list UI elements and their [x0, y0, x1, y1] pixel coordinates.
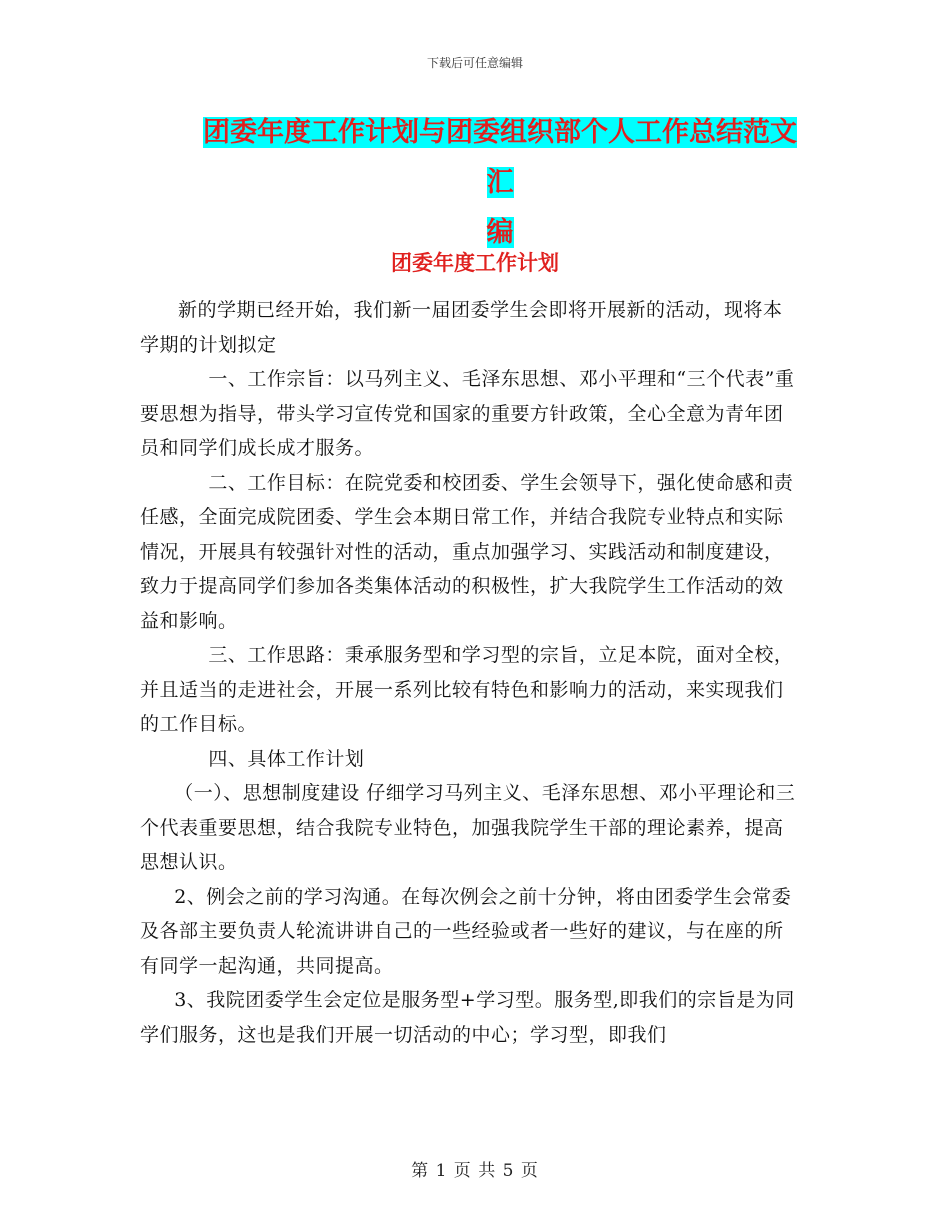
document-body [140, 293, 800, 1052]
paragraph-plan-2: 2、例会之前的学习沟通。在每次例会之前十分钟，将由团委学生会常委及各部主要负责人轮流讲讲自己的一些经验或者一些好的建议，与在座的所有同学一起沟通，共同提高。 [140, 885, 792, 977]
document-title [190, 108, 810, 258]
paragraph-goals: 二、工作目标：在院党委和校团委、学生会领导下，强化使命感和责任感，全面完成院团委、学生会本期日常工作，并结合我院专业特点和实际情况，开展具有较强针对性的活动，重点加强学习、实践活动和制度建设，致力于提高同学们参加各类集体活动的积极性，扩大我院学生工作活动的效益和影响。 [140, 471, 794, 632]
title-line-1: 团委年度工作计划与团委组织部个人工作总结范文汇 [203, 117, 797, 198]
paragraph-purpose: 一、工作宗旨：以马列主义、毛泽东思想、邓小平理和“三个代表”重要思想为指导，带头学习宣传党和国家的重要方针政策，全心全意为青年团员和同学们成长成才服务。 [140, 368, 795, 459]
paragraph-plan-3: 3、我院团委学生会定位是服务型+学习型。服务型,即我们的宗旨是为同学们服务，这也是我们开展一切活动的中心；学习型，即我们 [140, 989, 795, 1046]
section-title: 团委年度工作计划 [391, 251, 559, 275]
paragraph-approach: 三、工作思路：秉承服务型和学习型的宗旨，立足本院，面对全校，并且适当的走进社会，开展一系列比较有特色和影响力的活动，来实现我们的工作目标。 [140, 644, 794, 735]
paragraph-plan-1: （一）、思想制度建设 仔细学习马列主义、毛泽东思想、邓小平理论和三个代表重要思想，结合我院专业特色，加强我院学生干部的理论素养，提高思想认识。 [140, 782, 796, 873]
paragraph-plan-heading: 四、具体工作计划 [208, 747, 365, 770]
title-line-2: 编 [486, 217, 514, 248]
page-footer: 第 1 页 共 5 页 [411, 1161, 539, 1181]
header-note: 下载后可任意编辑 [426, 56, 523, 70]
paragraph-intro: 新的学期已经开始，我们新一届团委学生会即将开展新的活动，现将本学期的计划拟定 [140, 299, 783, 356]
